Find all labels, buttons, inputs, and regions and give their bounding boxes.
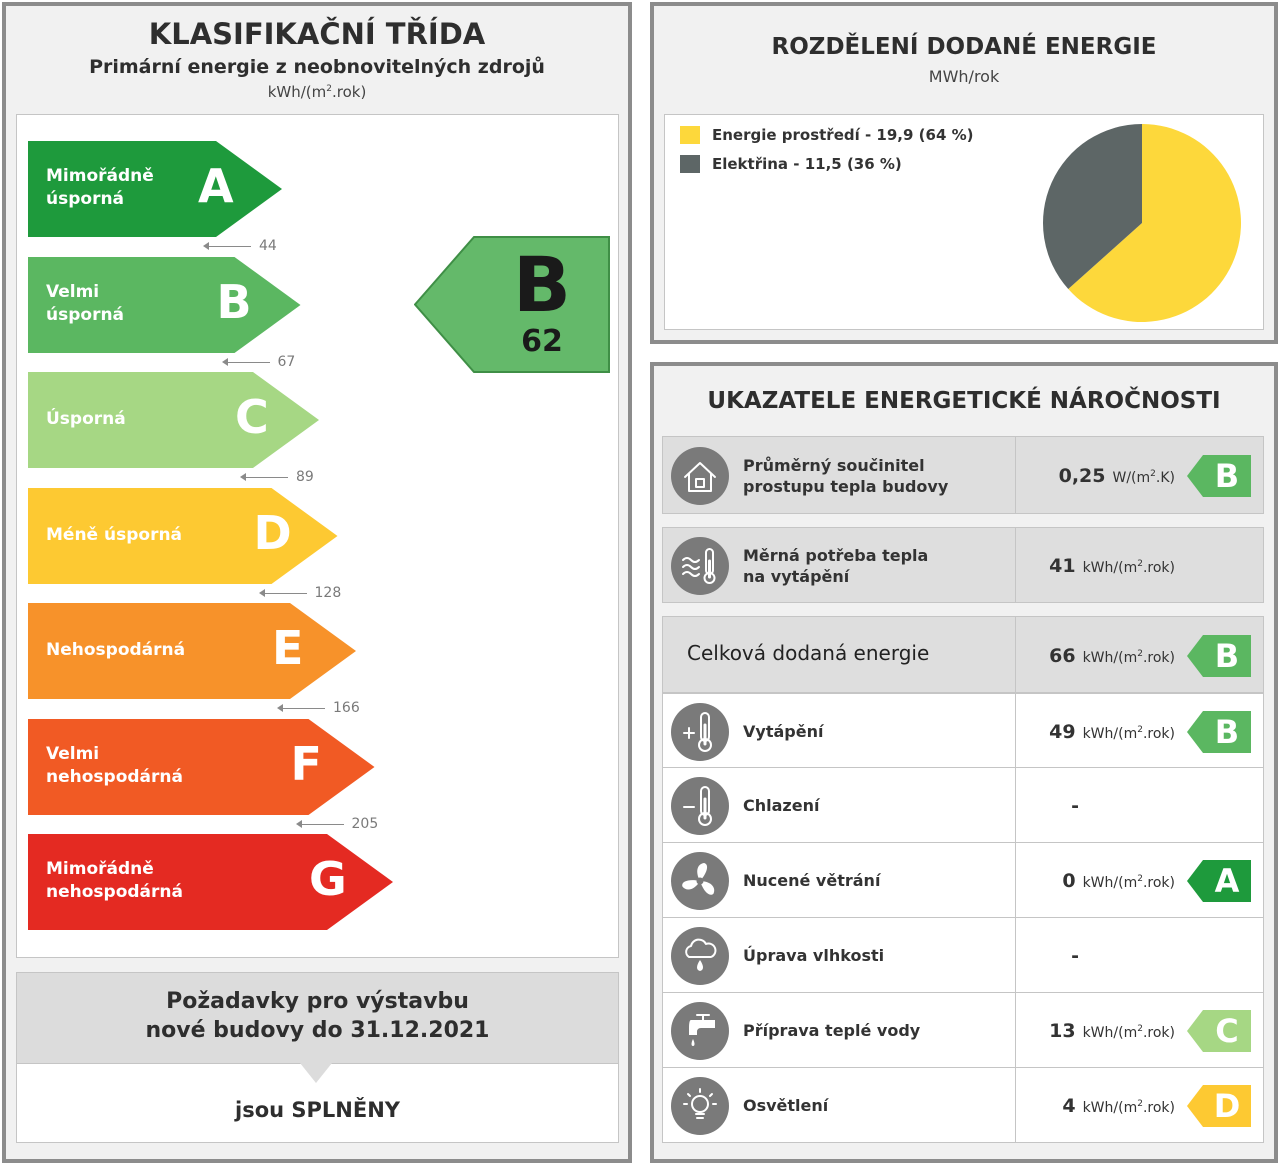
light-bulb-icon-glyph bbox=[684, 1089, 716, 1118]
heating-thermometer-icon bbox=[671, 703, 729, 761]
class-band-d bbox=[28, 488, 338, 584]
class-band-label bbox=[46, 165, 154, 211]
class-band-letter: F bbox=[290, 736, 322, 791]
indicator-value bbox=[1062, 1093, 1175, 1121]
heating-thermometer-icon-glyph bbox=[684, 713, 711, 751]
class-band-label bbox=[46, 281, 124, 327]
indicator-value bbox=[1049, 719, 1175, 747]
indicator-label bbox=[743, 945, 884, 966]
unit-text: kWh/(m bbox=[1082, 560, 1138, 576]
indicator-row bbox=[662, 918, 1264, 993]
class-band-letter: A bbox=[198, 159, 234, 213]
indicator-value-number: - bbox=[1071, 794, 1079, 817]
class-badge-b bbox=[1187, 455, 1251, 497]
legend-swatch bbox=[680, 155, 700, 173]
threshold-value: 89 bbox=[296, 469, 314, 485]
unit-text: W/(m bbox=[1112, 470, 1151, 486]
class-badge-a bbox=[1187, 860, 1251, 902]
row-divider bbox=[1015, 617, 1016, 692]
indicator-row bbox=[662, 616, 1264, 693]
indicator-label-line2: na vytápění bbox=[743, 567, 850, 586]
class-band-letter: G bbox=[309, 852, 347, 906]
indicator-value bbox=[1059, 463, 1175, 491]
faucet-icon-svg bbox=[671, 1002, 729, 1060]
row-divider bbox=[1015, 843, 1016, 917]
unit-superscript: 2 bbox=[1137, 873, 1143, 884]
unit-superscript: 2 bbox=[1137, 724, 1143, 735]
unit-superscript: 2 bbox=[1137, 1098, 1143, 1109]
indicator-value bbox=[1062, 868, 1175, 896]
fan-icon-svg bbox=[671, 852, 729, 910]
indicator-label-line1: Průměrný součinitel bbox=[743, 456, 925, 475]
class-badge-letter: C bbox=[1215, 1011, 1239, 1050]
class-band-label bbox=[46, 858, 183, 904]
class-band-a bbox=[28, 141, 282, 237]
row-divider bbox=[1015, 768, 1016, 842]
classification-unit bbox=[2, 82, 632, 102]
threshold-arrow-line bbox=[205, 246, 251, 247]
class-band-label-line2: úsporná bbox=[46, 304, 125, 325]
humidity-icon-svg bbox=[671, 927, 729, 985]
class-band-label bbox=[46, 408, 126, 431]
threshold-value: 205 bbox=[351, 815, 379, 832]
unit-text: .rok) bbox=[1142, 560, 1175, 576]
class-band-letter: E bbox=[272, 621, 304, 675]
class-badge-letter: A bbox=[1214, 861, 1240, 900]
indicator-label-line1: Příprava teplé vody bbox=[743, 1021, 921, 1040]
class-band-label-line1: Nehospodárná bbox=[46, 640, 186, 660]
class-badge-letter: B bbox=[1214, 636, 1240, 675]
row-divider bbox=[1015, 694, 1016, 767]
class-band-label-line2: nehospodárná bbox=[46, 766, 183, 787]
threshold-166 bbox=[279, 698, 399, 718]
indicator-row bbox=[662, 993, 1264, 1068]
indicator-value-number: 4 bbox=[1062, 1094, 1076, 1117]
house-icon-svg bbox=[671, 447, 729, 505]
rating-value: 62 bbox=[521, 324, 563, 359]
indicator-unit bbox=[1076, 1025, 1175, 1041]
class-band-label bbox=[46, 524, 182, 547]
indicator-label-line1: Chlazení bbox=[743, 796, 820, 815]
indicator-value-number: - bbox=[1071, 944, 1079, 967]
unit-superscript: 2 bbox=[1150, 469, 1156, 479]
threshold-89 bbox=[242, 467, 362, 487]
class-band-label-line1: Velmi bbox=[46, 281, 100, 302]
indicator-label bbox=[743, 455, 948, 497]
class-badge-letter: D bbox=[1213, 1086, 1241, 1125]
light-bulb-icon bbox=[671, 1077, 729, 1135]
indicator-unit bbox=[1076, 650, 1175, 666]
threshold-205 bbox=[298, 814, 418, 834]
class-band-label-line1: Velmi bbox=[46, 743, 100, 764]
indicator-label-line1: Úprava vlhkosti bbox=[743, 946, 885, 965]
indicator-row bbox=[662, 693, 1264, 768]
unit-superscript: 2 bbox=[326, 84, 332, 94]
threshold-44 bbox=[205, 236, 325, 256]
unit-text: kWh/(m bbox=[1082, 1024, 1138, 1041]
faucet-icon-glyph bbox=[689, 1015, 715, 1046]
threshold-arrow-line bbox=[279, 708, 325, 709]
row-divider bbox=[1015, 437, 1016, 513]
fan-icon-glyph bbox=[681, 863, 717, 896]
row-divider bbox=[1015, 528, 1016, 602]
house-icon bbox=[671, 447, 729, 505]
unit-text: .rok) bbox=[1142, 1024, 1175, 1041]
indicator-value bbox=[1071, 793, 1079, 819]
row-divider bbox=[1015, 1068, 1016, 1142]
indicator-row bbox=[662, 843, 1264, 918]
indicator-label-line1: Měrná potřeba tepla bbox=[743, 546, 929, 565]
indicator-row bbox=[662, 768, 1264, 843]
unit-text: kWh/(m bbox=[1082, 725, 1138, 742]
class-badge-d bbox=[1187, 1085, 1251, 1127]
class-badge-letter: B bbox=[1214, 712, 1240, 751]
indicator-label bbox=[743, 1095, 828, 1116]
threshold-value: 128 bbox=[314, 584, 342, 601]
indicator-value bbox=[1049, 553, 1175, 581]
threshold-arrow-head bbox=[296, 820, 302, 828]
indicator-unit bbox=[1076, 1100, 1175, 1116]
indicator-label-line1: Vytápění bbox=[743, 722, 824, 741]
class-band-e bbox=[28, 603, 356, 699]
requirements-result: jsou SPLNĚNY bbox=[235, 1098, 400, 1122]
requirements-title bbox=[17, 987, 618, 1045]
indicator-label-line1: Nucené větrání bbox=[743, 871, 881, 890]
unit-superscript: 2 bbox=[1137, 1023, 1143, 1034]
class-band-label bbox=[46, 743, 183, 789]
heat-thermometer-icon-svg bbox=[671, 537, 729, 595]
class-band-label bbox=[46, 639, 185, 662]
indicator-value-number: 13 bbox=[1049, 1019, 1076, 1042]
unit-superscript: 2 bbox=[1137, 559, 1143, 569]
class-badge-letter: B bbox=[1214, 457, 1240, 495]
class-badge-b bbox=[1187, 635, 1251, 677]
cooling-thermometer-icon bbox=[671, 777, 729, 835]
legend-label: Energie prostředí - 19,9 (64 %) bbox=[712, 126, 974, 144]
class-band-label-line1: Méně úsporná bbox=[46, 524, 183, 545]
class-band-label-line1: Úsporná bbox=[46, 409, 126, 429]
indicator-value-number: 0 bbox=[1062, 869, 1076, 892]
indicator-label bbox=[743, 795, 819, 816]
indicator-label bbox=[687, 640, 930, 665]
faucet-icon bbox=[671, 1002, 729, 1060]
indicator-row bbox=[662, 1068, 1264, 1143]
indicator-value bbox=[1049, 1018, 1175, 1046]
fan-icon bbox=[671, 852, 729, 910]
unit-text: kWh/(m bbox=[267, 83, 327, 101]
class-band-f bbox=[28, 719, 375, 815]
indicator-value-number: 49 bbox=[1049, 720, 1076, 743]
threshold-arrow-line bbox=[224, 362, 270, 363]
class-band-c bbox=[28, 372, 319, 468]
indicator-value bbox=[1071, 943, 1079, 969]
requirements-title-line2: nové budovy do 31.12.2021 bbox=[145, 1018, 490, 1043]
distribution-chart-box bbox=[664, 114, 1264, 330]
threshold-67 bbox=[224, 352, 344, 372]
threshold-128 bbox=[261, 583, 381, 603]
unit-text: .rok) bbox=[1142, 649, 1175, 666]
class-band-letter: D bbox=[253, 505, 292, 560]
threshold-arrow-line bbox=[242, 477, 288, 478]
indicator-unit bbox=[1076, 726, 1175, 742]
unit-superscript: 2 bbox=[1137, 648, 1143, 659]
indicator-value-number: 0,25 bbox=[1058, 465, 1106, 487]
indicator-row bbox=[662, 527, 1264, 603]
class-band-label-line1: Mimořádně bbox=[46, 859, 154, 879]
unit-text: kWh/(m bbox=[1082, 874, 1138, 891]
legend-label: Elektřina - 11,5 (36 %) bbox=[712, 155, 902, 173]
unit-text: kWh/(m bbox=[1082, 1099, 1138, 1116]
indicator-label-line1: Osvětlení bbox=[743, 1096, 829, 1115]
unit-text: .rok) bbox=[1142, 1099, 1175, 1116]
indicator-label bbox=[743, 721, 823, 742]
indicator-label-line2: prostupu tepla budovy bbox=[743, 477, 949, 496]
heat-thermometer-icon-glyph bbox=[683, 549, 715, 583]
requirements-header bbox=[16, 972, 619, 1064]
threshold-value: 67 bbox=[277, 353, 296, 370]
row-divider bbox=[1015, 993, 1016, 1067]
unit-text: kWh/(m bbox=[1082, 649, 1138, 666]
class-badge-c bbox=[1187, 1010, 1251, 1052]
indicator-unit bbox=[1076, 875, 1175, 891]
threshold-arrow-line bbox=[298, 824, 344, 825]
class-band-label-line2: úsporná bbox=[46, 189, 125, 209]
humidity-icon-glyph bbox=[686, 939, 715, 970]
unit-text: .rok) bbox=[1142, 725, 1175, 742]
threshold-value: 166 bbox=[333, 700, 360, 716]
requirements-pointer bbox=[300, 1063, 332, 1083]
indicator-label bbox=[743, 870, 880, 891]
indicator-row bbox=[662, 436, 1264, 514]
indicator-label-line1: Celková dodaná energie bbox=[687, 640, 930, 665]
indicators-title: UKAZATELE ENERGETICKÉ NÁROČNOSTI bbox=[707, 388, 1221, 414]
house-icon-glyph bbox=[685, 463, 715, 491]
classification-subtitle: Primární energie z neobnovitelných zdrojů bbox=[89, 56, 545, 78]
row-divider bbox=[1015, 918, 1016, 992]
unit-text: .K) bbox=[1155, 470, 1175, 486]
class-band-label-line2: nehospodárná bbox=[46, 882, 183, 902]
class-badge-b bbox=[1187, 711, 1251, 753]
indicator-value-number: 41 bbox=[1049, 555, 1076, 577]
threshold-arrow-line bbox=[261, 593, 307, 594]
heating-thermometer-icon-svg bbox=[671, 703, 729, 761]
light-bulb-icon-svg bbox=[671, 1077, 729, 1135]
threshold-arrow-head bbox=[203, 242, 209, 250]
distribution-unit: MWh/rok bbox=[928, 67, 1000, 86]
class-band-g bbox=[28, 834, 393, 930]
heat-thermometer-icon bbox=[671, 537, 729, 595]
humidity-icon bbox=[671, 927, 729, 985]
threshold-arrow-head bbox=[259, 589, 265, 597]
indicator-unit bbox=[1076, 560, 1175, 576]
legend-swatch bbox=[680, 126, 700, 144]
distribution-title: ROZDĚLENÍ DODANÉ ENERGIE bbox=[771, 34, 1157, 60]
cooling-thermometer-icon-svg bbox=[671, 777, 729, 835]
unit-text: .rok) bbox=[1142, 874, 1175, 891]
rating-letter: B bbox=[513, 240, 571, 329]
threshold-arrow-head bbox=[277, 704, 283, 712]
indicator-label bbox=[743, 1020, 920, 1041]
indicator-value bbox=[1049, 643, 1175, 671]
class-band-label-line1: Mimořádně bbox=[46, 166, 154, 186]
indicator-unit bbox=[1106, 470, 1176, 486]
classification-title: KLASIFIKAČNÍ TŘÍDA bbox=[148, 17, 486, 51]
indicator-label bbox=[743, 545, 928, 587]
threshold-value: 44 bbox=[259, 238, 277, 254]
requirements-title-line1: Požadavky pro výstavbu bbox=[166, 989, 469, 1014]
indicator-value-number: 66 bbox=[1049, 644, 1076, 667]
class-band-letter: C bbox=[235, 390, 269, 444]
threshold-arrow-head bbox=[222, 358, 228, 366]
class-band-b bbox=[28, 257, 301, 353]
threshold-arrow-head bbox=[240, 473, 246, 481]
class-band-letter: B bbox=[216, 274, 252, 329]
unit-text: .rok) bbox=[331, 83, 367, 101]
cooling-thermometer-icon-glyph bbox=[684, 787, 711, 825]
